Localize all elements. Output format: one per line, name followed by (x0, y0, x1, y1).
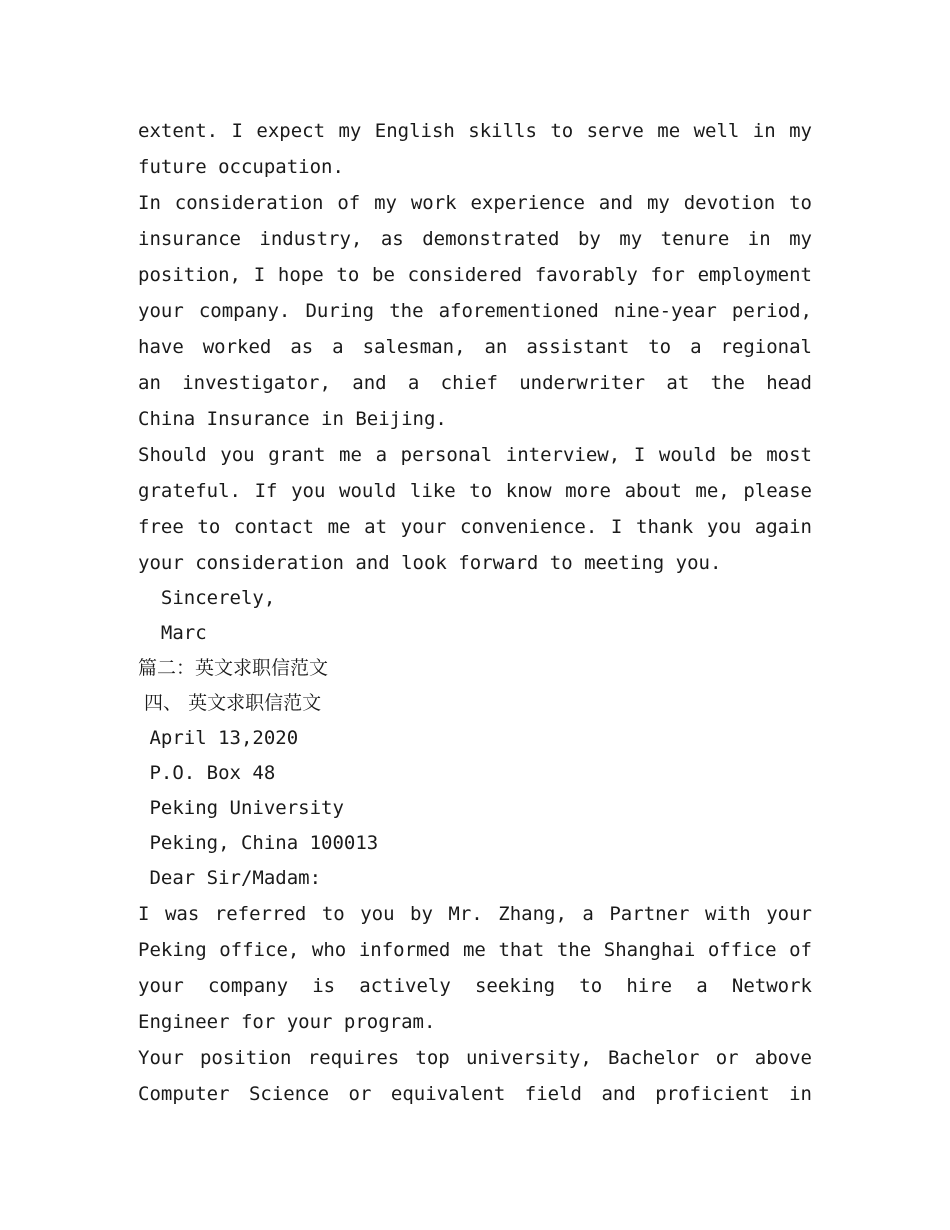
text-line: your consideration and look forward to meeting you. (138, 552, 722, 574)
section-heading: 篇二：英文求职信范文 (138, 657, 329, 679)
text-line: Peking office, who informed me that the Shanghai office of (138, 939, 812, 961)
text-line: Should you grant me a personal interview, I would be most (138, 444, 812, 466)
text-line: extent. I expect my English skills to serve me well in my (138, 120, 812, 142)
paragraph-english-skills (138, 113, 812, 185)
sub-heading: 四、 英文求职信范文 (138, 692, 322, 714)
text-line: position, I hope to be considered favorably for employment (138, 264, 812, 286)
letter-body (138, 113, 812, 1112)
text-line: your company is actively seeking to hire a Network (138, 975, 812, 997)
text-line: grateful. If you would like to know more about me, please (138, 480, 812, 502)
text-line: Engineer for your program. (138, 1011, 436, 1033)
text-line: China Insurance in Beijing. (138, 408, 447, 430)
text-line: your company. During the aforementioned nine-year period, (138, 300, 812, 322)
text-line: an investigator, and a chief underwriter at the head (138, 372, 812, 394)
text-line: have worked as a salesman, an assistant to a regional (138, 336, 812, 358)
text-line: free to contact me at your convenience. I thank you again (138, 516, 812, 538)
letter-date: April 13,2020 (138, 727, 299, 749)
text-line: I was referred to you by Mr. Zhang, a Partner with your (138, 903, 812, 925)
address-line: P.O. Box 48 (138, 762, 276, 784)
closing-line: Sincerely, (138, 587, 276, 609)
sender-address (138, 756, 812, 861)
text-line: future occupation. (138, 156, 344, 178)
text-line: In consideration of my work experience and my devotion to (138, 192, 812, 214)
text-line: insurance industry, as demonstrated by my tenure in my (138, 228, 812, 250)
salutation: Dear Sir/Madam: (138, 867, 322, 889)
text-line: Computer Science or equivalent field and proficient in (138, 1083, 812, 1105)
paragraph-work-experience (138, 185, 812, 437)
signature-line: Marc (138, 622, 207, 644)
paragraph-interview-request (138, 437, 812, 581)
paragraph-referral (138, 896, 812, 1040)
text-line: Your position requires top university, Bachelor or above (138, 1047, 812, 1069)
address-line: Peking University (138, 797, 344, 819)
address-line: Peking, China 100013 (138, 832, 379, 854)
paragraph-requirements (138, 1040, 812, 1112)
